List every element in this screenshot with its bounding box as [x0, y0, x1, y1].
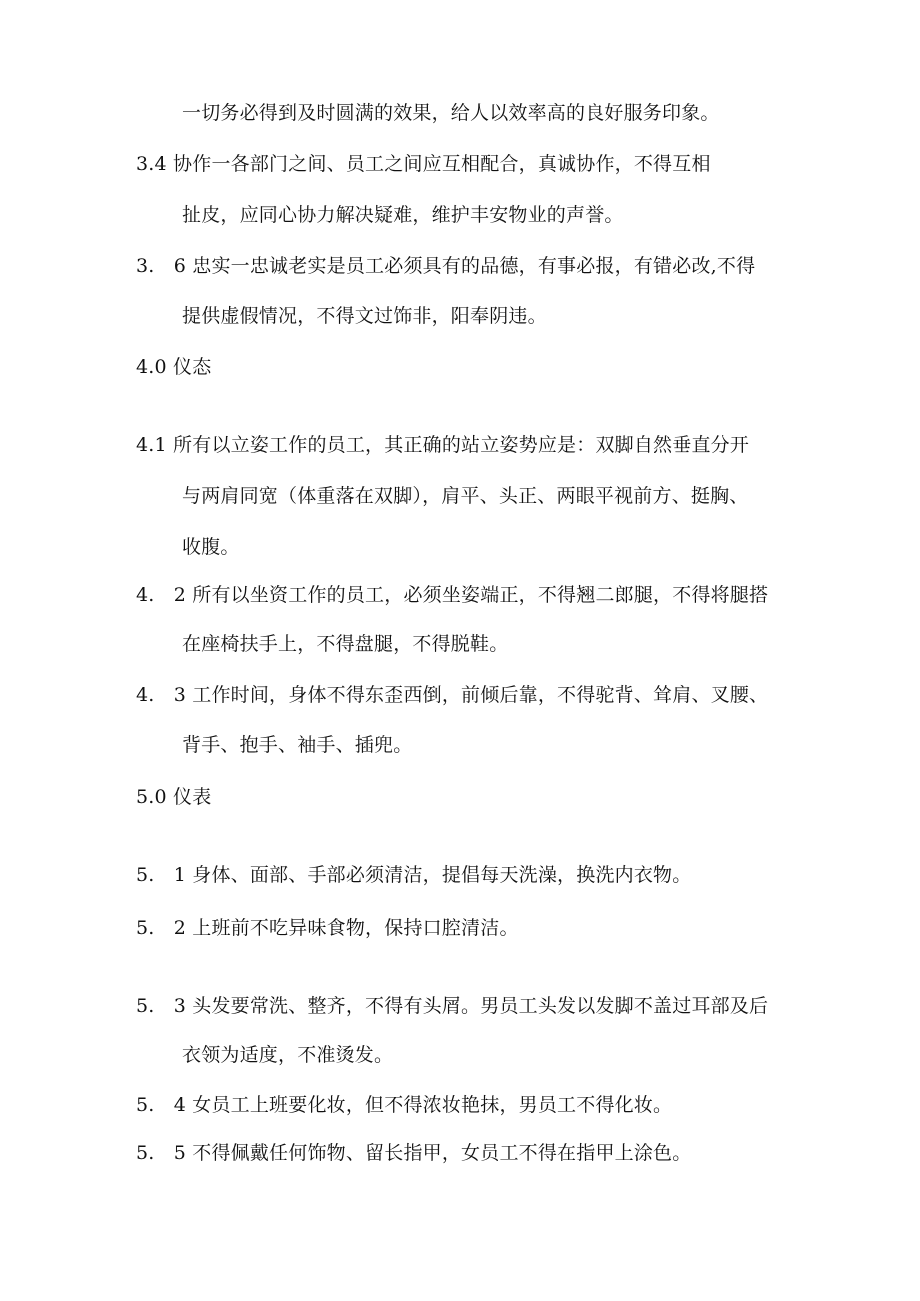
text-line: 3. 6 忠实一忠诚老实是员工必须具有的品德，有事必报，有错必改,不得 — [136, 255, 756, 277]
text-line: 5. 4 女员工上班要化妆，但不得浓妆艳抹，男员工不得化妆。 — [136, 1094, 673, 1116]
text-line: 5. 1 身体、面部、手部必须清洁，提倡每天洗澡，换洗内衣物。 — [136, 864, 692, 886]
text-line: 4. 2 所有以坐资工作的员工，必须坐姿端正，不得翘二郎腿，不得将腿搭 — [136, 584, 769, 606]
text-line: 提供虚假情况，不得文过饰非，阳奉阴违。 — [182, 305, 547, 327]
text-line: 5. 3 头发要常洗、整齐，不得有头屑。男员工头发以发脚不盖过耳部及后 — [136, 995, 769, 1017]
section-heading: 4.0 仪态 — [136, 356, 212, 378]
text-line: 背手、抱手、袖手、插兜。 — [182, 734, 413, 756]
text-line: 5. 5 不得佩戴任何饰物、留长指甲，女员工不得在指甲上涂色。 — [136, 1142, 692, 1164]
text-line: 3.4 协作一各部门之间、员工之间应互相配合，真诚协作，不得互相 — [136, 153, 711, 175]
text-line: 收腹。 — [182, 536, 240, 558]
text-line: 与两肩同宽（体重落在双脚），肩平、头正、两眼平视前方、挺胸、 — [182, 485, 749, 507]
text-line: 4.1 所有以立姿工作的员工，其正确的站立姿势应是：双脚自然垂直分开 — [136, 434, 750, 456]
text-line: 5. 2 上班前不吃异味食物，保持口腔清洁。 — [136, 917, 519, 939]
section-heading: 5.0 仪表 — [136, 786, 212, 808]
text-line: 扯皮，应同心协力解决疑难，维护丰安物业的声誉。 — [182, 204, 624, 226]
text-line: 在座椅扶手上，不得盘腿，不得脱鞋。 — [182, 633, 509, 655]
text-line: 衣领为适度，不准烫发。 — [182, 1044, 394, 1066]
text-line: 一切务必得到及时圆满的效果，给人以效率高的良好服务印象。 — [182, 102, 720, 124]
text-line: 4. 3 工作时间，身体不得东歪西倒，前倾后靠，不得驼背、耸肩、叉腰、 — [136, 684, 769, 706]
